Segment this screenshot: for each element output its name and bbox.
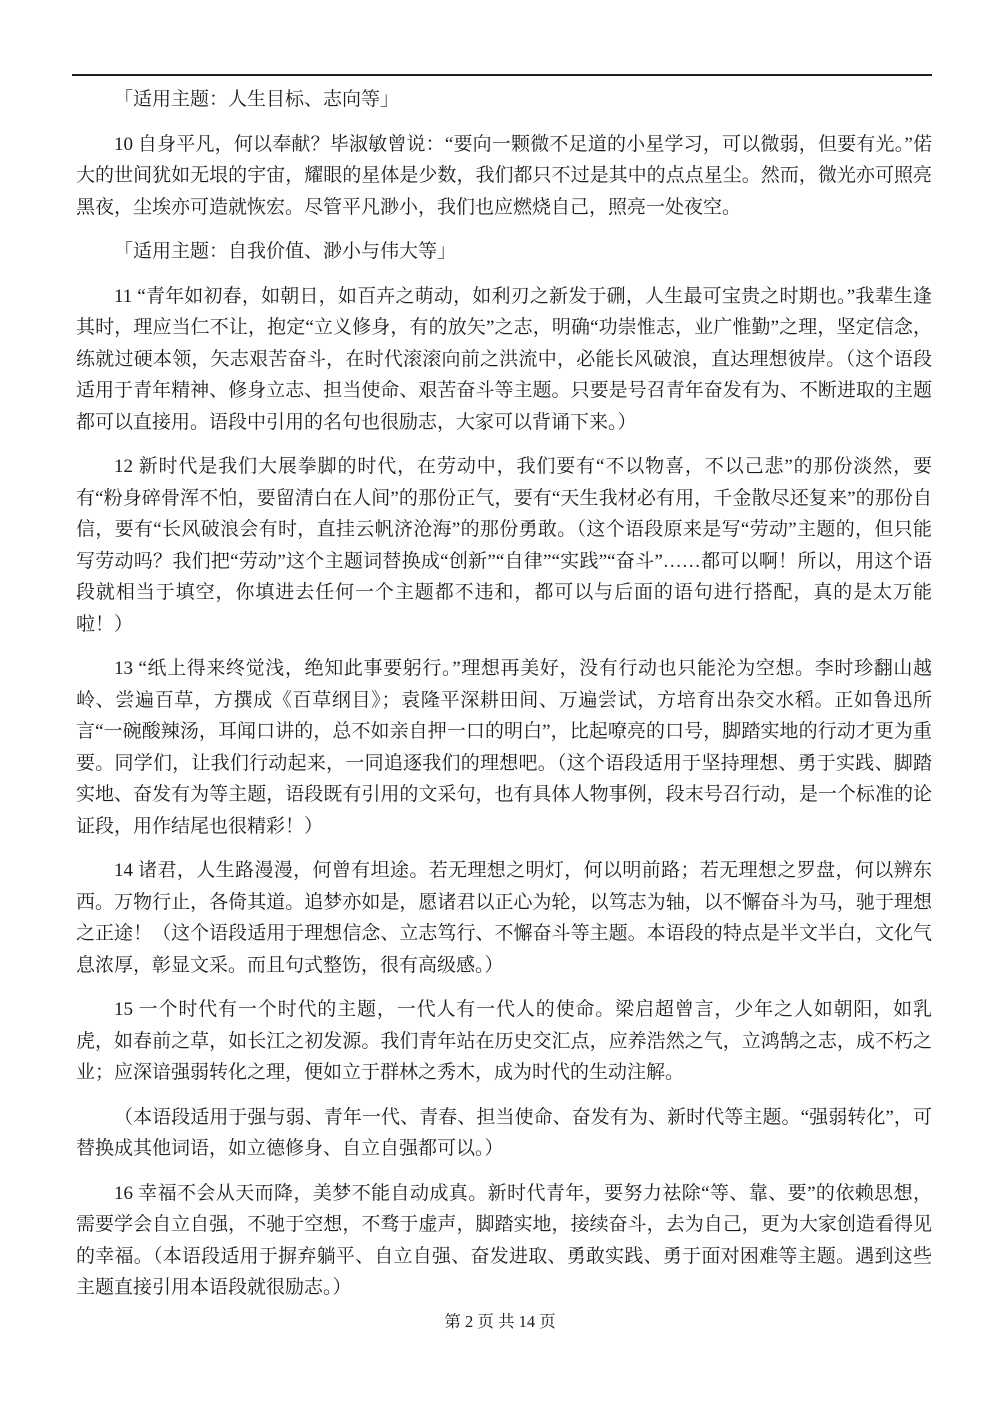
paragraph-15: 15 一个时代有一个时代的主题，一代人有一代人的使命。梁启超曾言，少年之人如朝阳，如乳虎，如春前之草，如长江之初发源。我们青年站在历史交汇点，应养浩然之气，立鸿鹄之志，成不朽之业；应深谙强弱转化之理，便如立于群林之秀木，成为时代的生动注解。 xyxy=(76,999,932,1083)
paragraph-12: 12 新时代是我们大展拳脚的时代，在劳动中，我们要有“不以物喜，不以己悲”的那份淡然，要有“粉身碎骨浑不怕，要留清白在人间”的那份正气，要有“天生我材必有用，千金散尽还复来”的那份自信，要有“长风破浪会有时，直挂云帆济沧海”的那份勇敢。（这个语段原来是写“劳动”主题的，但只能写劳动吗？我们把“劳动”这个主题词替换成“创新”“自律”“实践”“奋斗”……都可以啊！所以，用这个语段就相当于填空，你填进去任何一个主题都不违和，都可以与后面的语句进行搭配，真的是太万能啦！） xyxy=(76,456,932,635)
theme-note-2: 「适用主题：自我价值、渺小与伟大等」 xyxy=(114,241,457,262)
paragraph-11: 11 “青年如初春，如朝日，如百卉之萌动，如利刃之新发于硎，人生最可宝贵之时期也。”我辈生逢其时，理应当仁不让，抱定“立义修身，有的放矢”之志，明确“功崇惟志，业广惟勤”之理，坚定信念，练就过硬本领，矢志艰苦奋斗，在时代滚滚向前之洪流中，必能长风破浪，直达理想彼岸。（这个语段适用于青年精神、修身立志、担当使命、艰苦奋斗等主题。只要是号召青年奋发有为、不断进取的主题都可以直接用。语段中引用的名句也很励志，大家可以背诵下来。） xyxy=(76,285,932,433)
paragraph-13: 13 “纸上得来终觉浅，绝知此事要躬行。”理想再美好，没有行动也只能沦为空想。李时珍翻山越岭、尝遍百草，方撰成《百草纲目》；袁隆平深耕田间、万遍尝试，方培育出杂交水稻。正如鲁迅所言“一碗酸辣汤，耳闻口讲的，总不如亲自押一口的明白”，比起嘹亮的口号，脚踏实地的行动才更为重要。同学们，让我们行动起来，一同追逐我们的理想吧。（这个语段适用于坚持理想、勇于实践、脚踏实地、奋发有为等主题，语段既有引用的文采句，也有具体人物事例，段末号召行动，是一个标准的论证段，用作结尾也很精彩！） xyxy=(76,658,932,837)
paragraph-15-note: （本语段适用于强与弱、青年一代、青春、担当使命、奋发有为、新时代等主题。“强弱转化”，可替换成其他词语，如立德修身、自立自强都可以。） xyxy=(76,1106,932,1159)
paragraph-14: 14 诸君，人生路漫漫，何曾有坦途。若无理想之明灯，何以明前路；若无理想之罗盘，何以辨东西。万物行止，各倚其道。追梦亦如是，愿诸君以正心为轮，以笃志为轴，以不懈奋斗为马，驰于理想之正途！（这个语段适用于理想信念、立志笃行、不懈奋斗等主题。本语段的特点是半文半白，文化气息浓厚，彰显文采。而且句式整饬，很有高级感。） xyxy=(76,860,932,976)
paragraph-16: 16 幸福不会从天而降，美梦不能自动成真。新时代青年，要努力祛除“等、靠、要”的依赖思想，需要学会自立自强，不驰于空想，不骛于虚声，脚踏实地，接续奋斗，去为自己，更为大家创造看得见的幸福。（本语段适用于摒弃躺平、自立自强、奋发进取、勇敢实践、勇于面对困难等主题。遇到这些主题直接引用本语段就很励志。） xyxy=(76,1182,932,1298)
document-body xyxy=(76,84,932,1317)
header-rule xyxy=(72,74,932,76)
theme-note-1: 「适用主题：人生目标、志向等」 xyxy=(114,89,400,110)
paragraph-10: 10 自身平凡，何以奉献？毕淑敏曾说：“要向一颗微不足道的小星学习，可以微弱，但要有光。”偌大的世间犹如无垠的宇宙，耀眼的星体是少数，我们都只不过是其中的点点星尘。然而，微光亦可照亮黑夜，尘埃亦可造就恢宏。尽管平凡渺小，我们也应燃烧自己，照亮一处夜空。 xyxy=(76,133,932,218)
page-number-footer: 第 2 页 共 14 页 xyxy=(444,1312,556,1331)
